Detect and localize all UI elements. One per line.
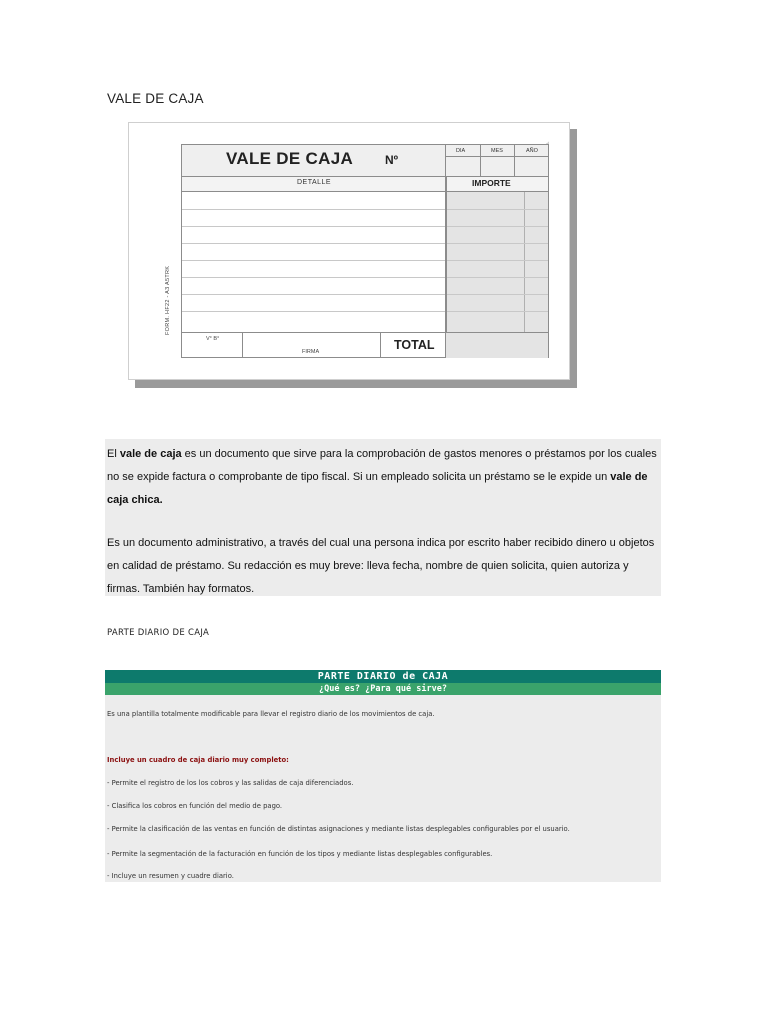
date-day-label: DIA bbox=[456, 148, 466, 154]
detail-label: DETALLE bbox=[297, 179, 332, 186]
voucher-form bbox=[181, 144, 549, 358]
voucher-column-header bbox=[182, 177, 548, 192]
term-vale-de-caja-chica: vale de caja chica. bbox=[107, 471, 648, 506]
total-amount-box bbox=[446, 333, 548, 358]
page-title: VALE DE CAJA bbox=[107, 91, 204, 106]
list-item: - Clasifica los cobros en función del medio de pago. bbox=[107, 802, 283, 810]
parte-diario-header: PARTE DIARIO de CAJA bbox=[105, 670, 661, 683]
list-item: - Incluye un resumen y cuadre diario. bbox=[107, 872, 234, 880]
voucher-footer bbox=[182, 332, 548, 358]
date-month-label: MES bbox=[491, 148, 503, 154]
approval-label: V° B° bbox=[206, 336, 220, 342]
voucher-number-label: Nº bbox=[385, 153, 399, 167]
list-item: - Permite la clasificación de las ventas en función de distintas asignaciones y mediante listas desplegables configurables por el usuario. bbox=[107, 825, 570, 833]
voucher-image bbox=[128, 122, 570, 380]
voucher-title: VALE DE CAJA bbox=[226, 149, 354, 168]
list-item: - Permite la segmentación de la facturación en función de los tipos y mediante listas desplegables configurables. bbox=[107, 850, 493, 858]
amount-label: IMPORTE bbox=[472, 178, 511, 188]
section-title: PARTE DIARIO DE CAJA bbox=[107, 628, 210, 638]
parte-diario-subheader: ¿Qué es? ¿Para qué sirve? bbox=[105, 683, 661, 695]
parte-diario-highlight: Incluye un cuadro de caja diario muy completo: bbox=[107, 756, 289, 764]
date-year-label: AÑO bbox=[526, 148, 538, 154]
voucher-side-text: FORM. HF22 - A3 A5TRK bbox=[165, 265, 171, 335]
parte-diario-block bbox=[105, 670, 661, 882]
parte-diario-intro: Es una plantilla totalmente modificable para llevar el registro diario de los movimientos de caja. bbox=[107, 710, 435, 718]
description-paragraph-2: Es un documento administrativo, a través del cual una persona indica por escrito haber recibido dinero u objetos en calidad de préstamo. Su redacción es muy breve: lleva fecha, nombre de quien solicita, quien autoriza y firmas. También hay formatos. bbox=[107, 537, 655, 595]
description-paragraph-1: El vale de caja es un documento que sirve para la comprobación de gastos menores o préstamos por los cuales no se expide factura o comprobante de tipo fiscal. Si un empleado solicita un préstamo se le expide un vale de caja chica. bbox=[107, 448, 657, 506]
signature-label: FIRMA bbox=[302, 349, 320, 355]
total-label: TOTAL bbox=[394, 338, 435, 352]
list-item: - Permite el registro de los los cobros y las salidas de caja diferenciados. bbox=[107, 779, 354, 787]
voucher-date-box bbox=[446, 145, 548, 176]
term-vale-de-caja: vale de caja bbox=[119, 448, 182, 460]
voucher-header bbox=[182, 145, 548, 177]
description-block bbox=[105, 439, 661, 596]
